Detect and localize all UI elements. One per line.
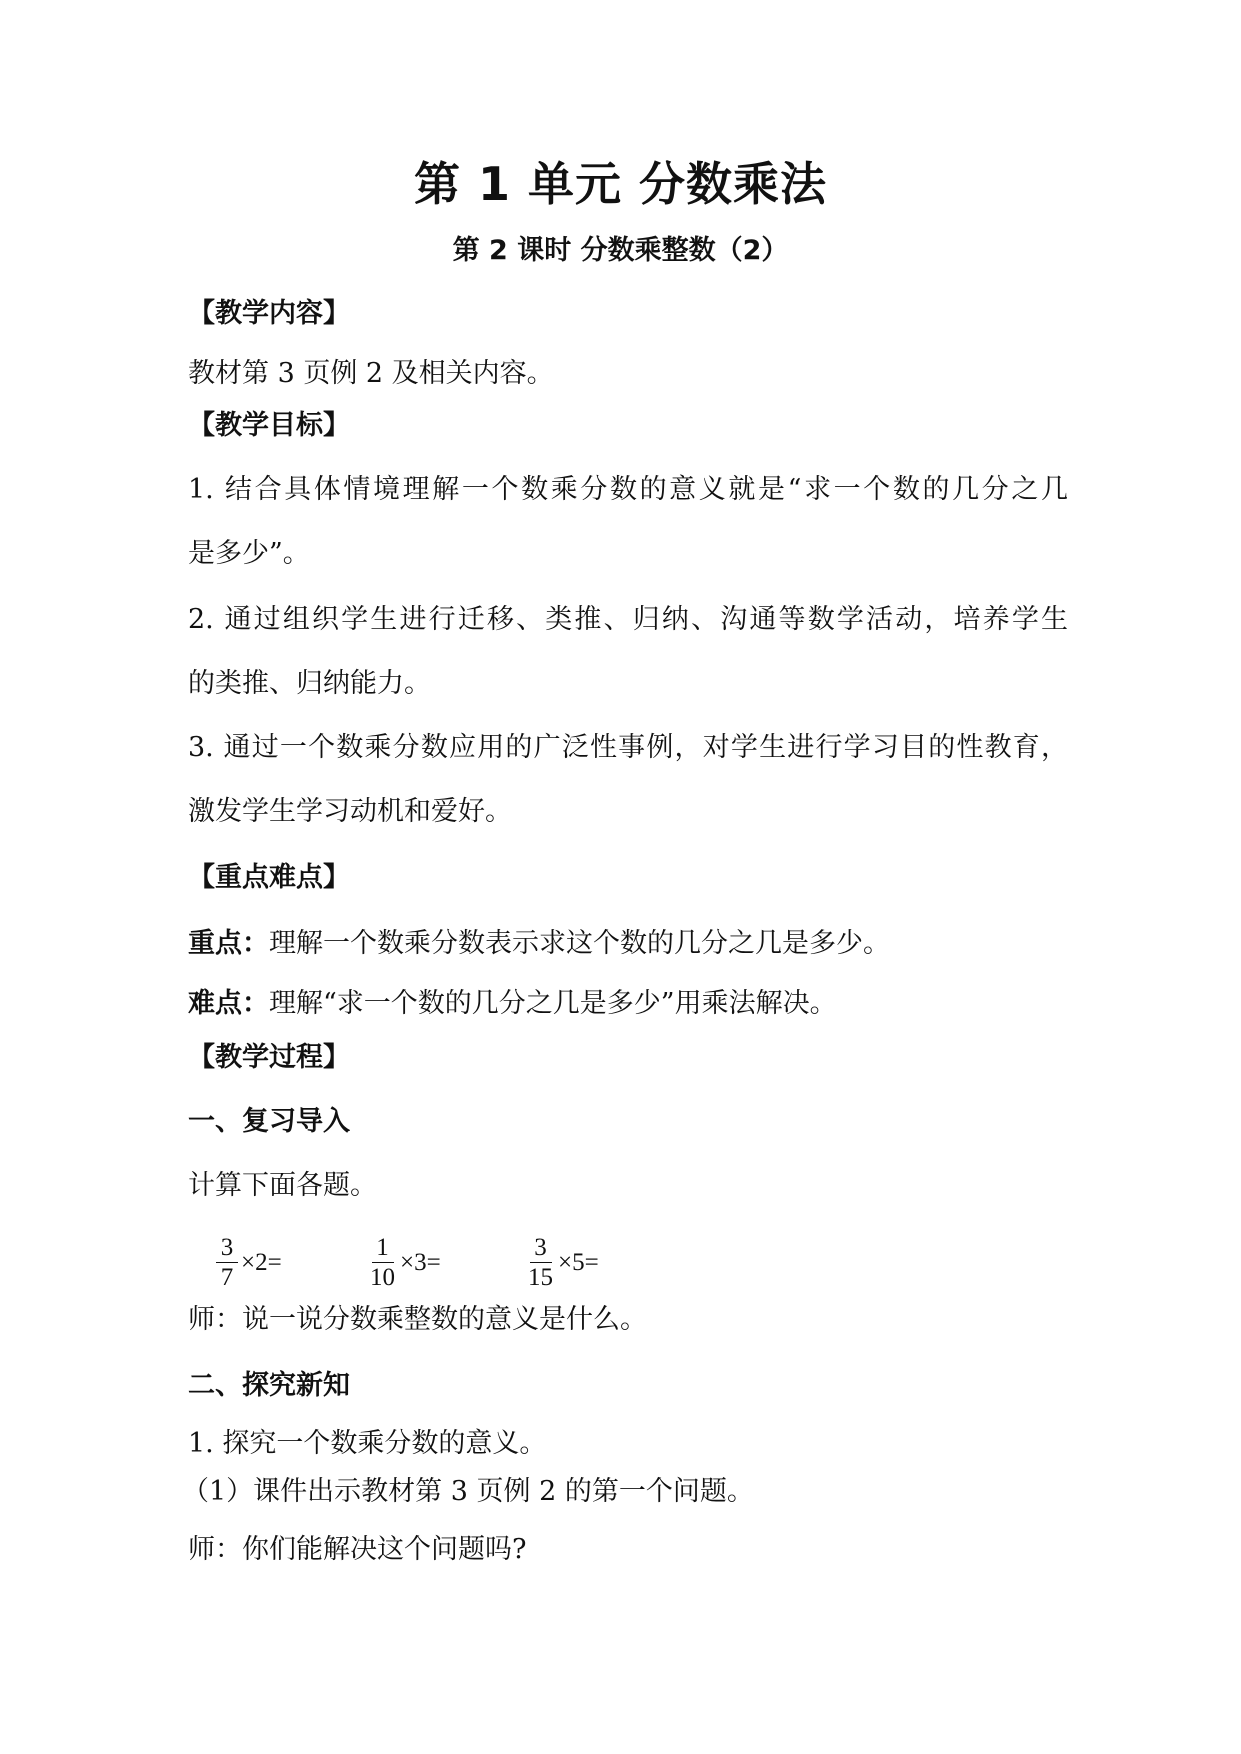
- lesson-subtitle: 第 2 课时 分数乘整数（2）: [452, 235, 789, 266]
- goal-1-line-1: 1. 结合具体情境理解一个数乘分数的意义就是“求一个数的几分之几: [188, 474, 1068, 505]
- part-1-heading: 一、复习导入: [188, 1106, 350, 1137]
- goal-1-line-2: 是多少”。: [188, 538, 310, 569]
- denominator: 7: [220, 1263, 234, 1291]
- fraction: [526, 1234, 555, 1293]
- key-points-heading: 【重点难点】: [188, 862, 350, 893]
- exercise-3: [526, 1228, 599, 1298]
- goal-2-line-1: 2. 通过组织学生进行迁移、类推、归纳、沟通等数学活动，培养学生: [188, 604, 1068, 635]
- difficulty-line: [188, 986, 1068, 1022]
- teacher-question-1: 师：说一说分数乘整数的意义是什么。: [188, 1304, 647, 1335]
- goal-3-line-1: 3. 通过一个数乘分数应用的广泛性事例，对学生进行学习目的性教育，: [188, 732, 1068, 763]
- expression-tail: ×3=: [400, 1249, 441, 1276]
- difficulty-text: 理解“求一个数的几分之几是多少”用乘法解决。: [269, 988, 837, 1019]
- exercise-2: [368, 1228, 441, 1298]
- expression-tail: ×5=: [558, 1249, 599, 1276]
- process-heading: 【教学过程】: [188, 1042, 350, 1073]
- goal-3-line-2: 激发学生学习动机和爱好。: [188, 796, 512, 827]
- difficulty-label: 难点：: [188, 988, 269, 1019]
- denominator: 15: [528, 1263, 553, 1291]
- page-title: 第 1 单元 分数乘法: [413, 157, 828, 211]
- goal-2-line-2: 的类推、归纳能力。: [188, 668, 431, 699]
- key-point-text: 理解一个数乘分数表示求这个数的几分之几是多少。: [269, 928, 890, 959]
- teacher-question-2: 师：你们能解决这个问题吗?: [188, 1534, 527, 1565]
- numerator: 1: [372, 1234, 394, 1263]
- content-text: 教材第 3 页例 2 及相关内容。: [188, 358, 554, 389]
- fraction: [216, 1234, 238, 1293]
- content-heading: 【教学内容】: [188, 298, 350, 329]
- expression-tail: ×2=: [241, 1249, 282, 1276]
- explore-1-subitem: （1）课件出示教材第 3 页例 2 的第一个问题。: [182, 1476, 754, 1507]
- exercise-1: [216, 1228, 282, 1298]
- fraction: [368, 1234, 397, 1293]
- denominator: 10: [370, 1263, 395, 1291]
- explore-1-text: 1. 探究一个数乘分数的意义。: [188, 1428, 547, 1459]
- part-1-text: 计算下面各题。: [188, 1170, 377, 1201]
- numerator: 3: [530, 1234, 552, 1263]
- numerator: 3: [216, 1234, 238, 1263]
- part-2-heading: 二、探究新知: [188, 1370, 350, 1401]
- goals-heading: 【教学目标】: [188, 410, 350, 441]
- key-point-line: [188, 926, 1068, 962]
- key-point-label: 重点：: [188, 928, 269, 959]
